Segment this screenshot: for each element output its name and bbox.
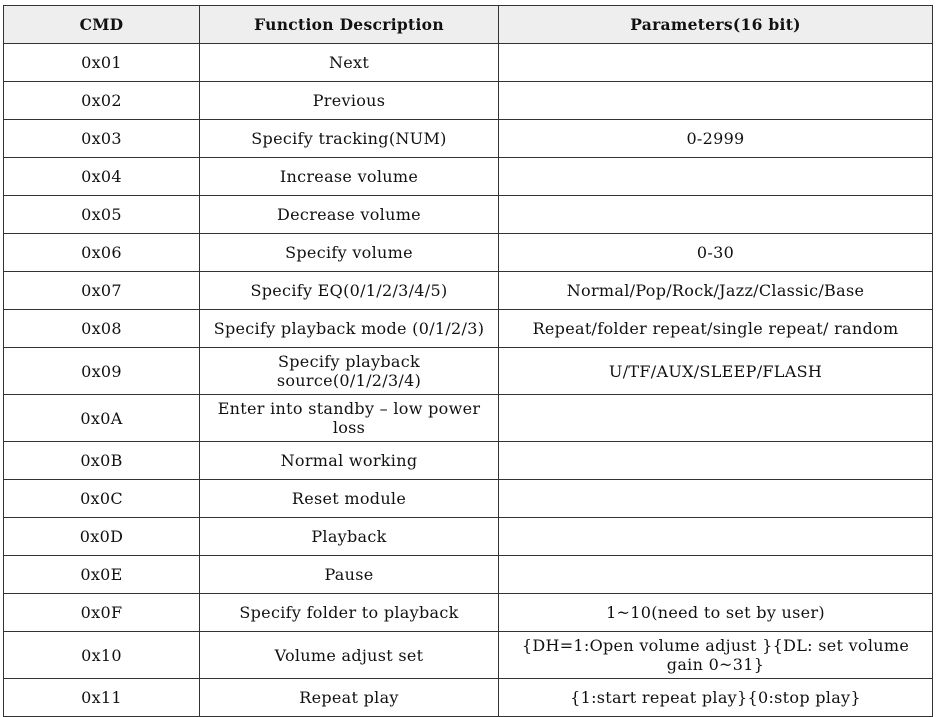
table-row	[4, 196, 933, 234]
cmd-cell: 0x08	[4, 310, 200, 348]
parameter-cell: 0-2999	[499, 120, 933, 158]
cmd-cell: 0x03	[4, 120, 200, 158]
description-cell: Specify EQ(0/1/2/3/4/5)	[200, 272, 499, 310]
parameter-cell	[499, 518, 933, 556]
command-table	[3, 5, 933, 717]
description-cell: Previous	[200, 82, 499, 120]
cmd-cell: 0x0A	[4, 395, 200, 442]
description-cell: Specify volume	[200, 234, 499, 272]
cmd-cell: 0x05	[4, 196, 200, 234]
description-cell: Specify folder to playback	[200, 594, 499, 632]
description-cell: Pause	[200, 556, 499, 594]
table-row	[4, 632, 933, 679]
parameter-cell	[499, 158, 933, 196]
cmd-cell: 0x07	[4, 272, 200, 310]
cmd-cell: 0x0F	[4, 594, 200, 632]
header-cmd: CMD	[4, 6, 200, 44]
parameter-cell	[499, 395, 933, 442]
description-cell: Decrease volume	[200, 196, 499, 234]
cmd-cell: 0x0D	[4, 518, 200, 556]
cmd-cell: 0x06	[4, 234, 200, 272]
header-row	[4, 6, 933, 44]
description-cell: Specify playback source(0/1/2/3/4)	[200, 348, 499, 395]
description-cell: Specify playback mode (0/1/2/3)	[200, 310, 499, 348]
table-row	[4, 234, 933, 272]
parameter-cell	[499, 556, 933, 594]
parameter-cell: 1~10(need to set by user)	[499, 594, 933, 632]
parameter-cell: {DH=1:Open volume adjust }{DL: set volume gain 0~31}	[499, 632, 933, 679]
header-function-description: Function Description	[200, 6, 499, 44]
parameter-cell	[499, 442, 933, 480]
cmd-cell: 0x09	[4, 348, 200, 395]
cmd-cell: 0x02	[4, 82, 200, 120]
description-cell: Volume adjust set	[200, 632, 499, 679]
description-cell: Enter into standby – low power loss	[200, 395, 499, 442]
table-row	[4, 518, 933, 556]
parameter-cell: Normal/Pop/Rock/Jazz/Classic/Base	[499, 272, 933, 310]
table-row	[4, 395, 933, 442]
parameter-cell: Repeat/folder repeat/single repeat/ random	[499, 310, 933, 348]
parameter-cell	[499, 44, 933, 82]
description-cell: Increase volume	[200, 158, 499, 196]
description-cell: Specify tracking(NUM)	[200, 120, 499, 158]
table-row	[4, 44, 933, 82]
cmd-cell: 0x01	[4, 44, 200, 82]
table-row	[4, 480, 933, 518]
table-row	[4, 310, 933, 348]
description-cell: Repeat play	[200, 679, 499, 717]
description-cell: Next	[200, 44, 499, 82]
table-row	[4, 594, 933, 632]
parameter-cell: U/TF/AUX/SLEEP/FLASH	[499, 348, 933, 395]
parameter-cell	[499, 82, 933, 120]
table-row	[4, 272, 933, 310]
cmd-cell: 0x0B	[4, 442, 200, 480]
table-row	[4, 120, 933, 158]
cmd-cell: 0x10	[4, 632, 200, 679]
table-row	[4, 556, 933, 594]
table-row	[4, 82, 933, 120]
cmd-cell: 0x0C	[4, 480, 200, 518]
cmd-cell: 0x11	[4, 679, 200, 717]
table-row	[4, 442, 933, 480]
table-row	[4, 679, 933, 717]
description-cell: Playback	[200, 518, 499, 556]
table-row	[4, 158, 933, 196]
cmd-cell: 0x0E	[4, 556, 200, 594]
parameter-cell: 0-30	[499, 234, 933, 272]
cmd-cell: 0x04	[4, 158, 200, 196]
parameter-cell: {1:start repeat play}{0:stop play}	[499, 679, 933, 717]
description-cell: Reset module	[200, 480, 499, 518]
description-cell: Normal working	[200, 442, 499, 480]
table-row	[4, 348, 933, 395]
header-parameters: Parameters(16 bit)	[499, 6, 933, 44]
parameter-cell	[499, 480, 933, 518]
parameter-cell	[499, 196, 933, 234]
